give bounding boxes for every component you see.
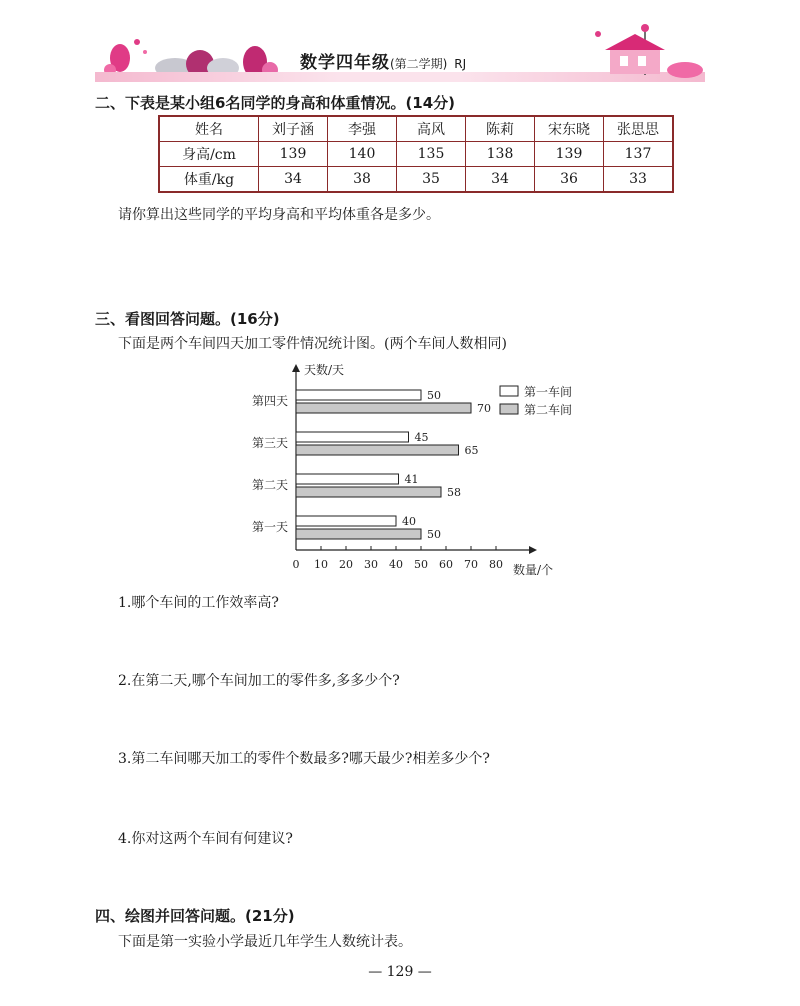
y-axis-arrow xyxy=(292,364,300,372)
section2-title: 二、下表是某小组6名同学的身高和体重情况。(14分) xyxy=(95,94,456,112)
x-tick-label: 80 xyxy=(489,558,503,571)
table-cell: 35 xyxy=(397,167,466,193)
legend-label: 第二车间 xyxy=(524,403,573,417)
page-title: 数学四年级(第二学期) RJ xyxy=(300,53,467,73)
house-decoration-right xyxy=(590,20,705,80)
x-tick-label: 30 xyxy=(364,558,378,571)
bar-workshop2 xyxy=(296,403,471,413)
x-tick-label: 10 xyxy=(314,558,328,571)
section3-intro: 下面是两个车间四天加工零件情况统计图。(两个车间人数相同) xyxy=(118,336,507,352)
question-2: 2.在第二天,哪个车间加工的零件多,多多少个? xyxy=(118,673,400,689)
table-cell: 137 xyxy=(604,142,674,167)
bar-value-label: 45 xyxy=(414,431,429,444)
legend-swatch xyxy=(500,404,518,414)
category-label: 第一天 xyxy=(251,520,288,534)
table-header-cell: 陈莉 xyxy=(466,116,535,142)
table-header-cell: 高风 xyxy=(397,116,466,142)
question-1: 1.哪个车间的工作效率高? xyxy=(118,595,279,611)
bar-workshop1 xyxy=(296,390,421,400)
bar-workshop2 xyxy=(296,529,421,539)
section4-intro: 下面是第一实验小学最近几年学生人数统计表。 xyxy=(118,934,412,950)
bar-workshop1 xyxy=(296,516,396,526)
bar-workshop1 xyxy=(296,432,409,442)
table-cell: 140 xyxy=(328,142,397,167)
bar-value-label: 50 xyxy=(427,389,441,402)
bar-value-label: 65 xyxy=(464,444,479,457)
table-cell: 138 xyxy=(466,142,535,167)
bar-value-label: 41 xyxy=(404,473,419,486)
x-tick-label: 50 xyxy=(414,558,428,571)
table-header-cell: 宋东晓 xyxy=(535,116,604,142)
table-cell: 身高/cm xyxy=(159,142,259,167)
table-cell: 135 xyxy=(397,142,466,167)
table-cell: 34 xyxy=(259,167,328,193)
table-row xyxy=(159,142,673,167)
table-cell: 38 xyxy=(328,167,397,193)
page-subtitle: (第二学期) xyxy=(390,57,448,71)
page-header xyxy=(0,0,800,90)
question-3: 3.第二车间哪天加工的零件个数最多?哪天最少?相差多少个? xyxy=(118,751,490,767)
table-cell: 33 xyxy=(604,167,674,193)
category-label: 第四天 xyxy=(251,394,288,408)
section2-question: 请你算出这些同学的平均身高和平均体重各是多少。 xyxy=(118,207,440,223)
bar-workshop1 xyxy=(296,474,399,484)
bar-value-label: 58 xyxy=(447,486,461,499)
question-4: 4.你对这两个车间有何建议? xyxy=(118,831,293,847)
table-cell: 34 xyxy=(466,167,535,193)
y-axis-label: 天数/天 xyxy=(304,363,345,377)
workshop-bar-chart xyxy=(238,358,598,588)
bar-value-label: 50 xyxy=(427,528,441,541)
category-label: 第二天 xyxy=(251,478,288,492)
section3-title: 三、看图回答问题。(16分) xyxy=(95,310,280,328)
table-row xyxy=(159,167,673,193)
table-header-row xyxy=(159,116,673,142)
x-tick-label: 0 xyxy=(292,558,300,571)
table-header-cell: 张思思 xyxy=(604,116,674,142)
table-cell: 体重/kg xyxy=(159,167,259,193)
x-axis-arrow xyxy=(529,546,537,554)
x-tick-label: 70 xyxy=(464,558,478,571)
page-number: — 129 — xyxy=(368,964,432,980)
x-tick-label: 40 xyxy=(389,558,403,571)
height-weight-table xyxy=(158,115,674,193)
table-cell: 139 xyxy=(535,142,604,167)
table-header-cell: 李强 xyxy=(328,116,397,142)
bar-workshop2 xyxy=(296,445,459,455)
bar-value-label: 70 xyxy=(477,402,491,415)
bar-workshop2 xyxy=(296,487,441,497)
x-tick-label: 20 xyxy=(339,558,353,571)
section4-title: 四、绘图并回答问题。(21分) xyxy=(95,907,295,925)
table-cell: 36 xyxy=(535,167,604,193)
table-cell: 139 xyxy=(259,142,328,167)
legend-swatch xyxy=(500,386,518,396)
bar-value-label: 40 xyxy=(402,515,416,528)
edition-label: RJ xyxy=(454,57,467,71)
x-tick-label: 60 xyxy=(439,558,453,571)
legend-label: 第一车间 xyxy=(524,385,573,399)
table-header-cell: 刘子涵 xyxy=(259,116,328,142)
x-axis-label: 数量/个 xyxy=(513,563,554,577)
category-label: 第三天 xyxy=(251,436,288,450)
table-header-cell: 姓名 xyxy=(159,116,259,142)
